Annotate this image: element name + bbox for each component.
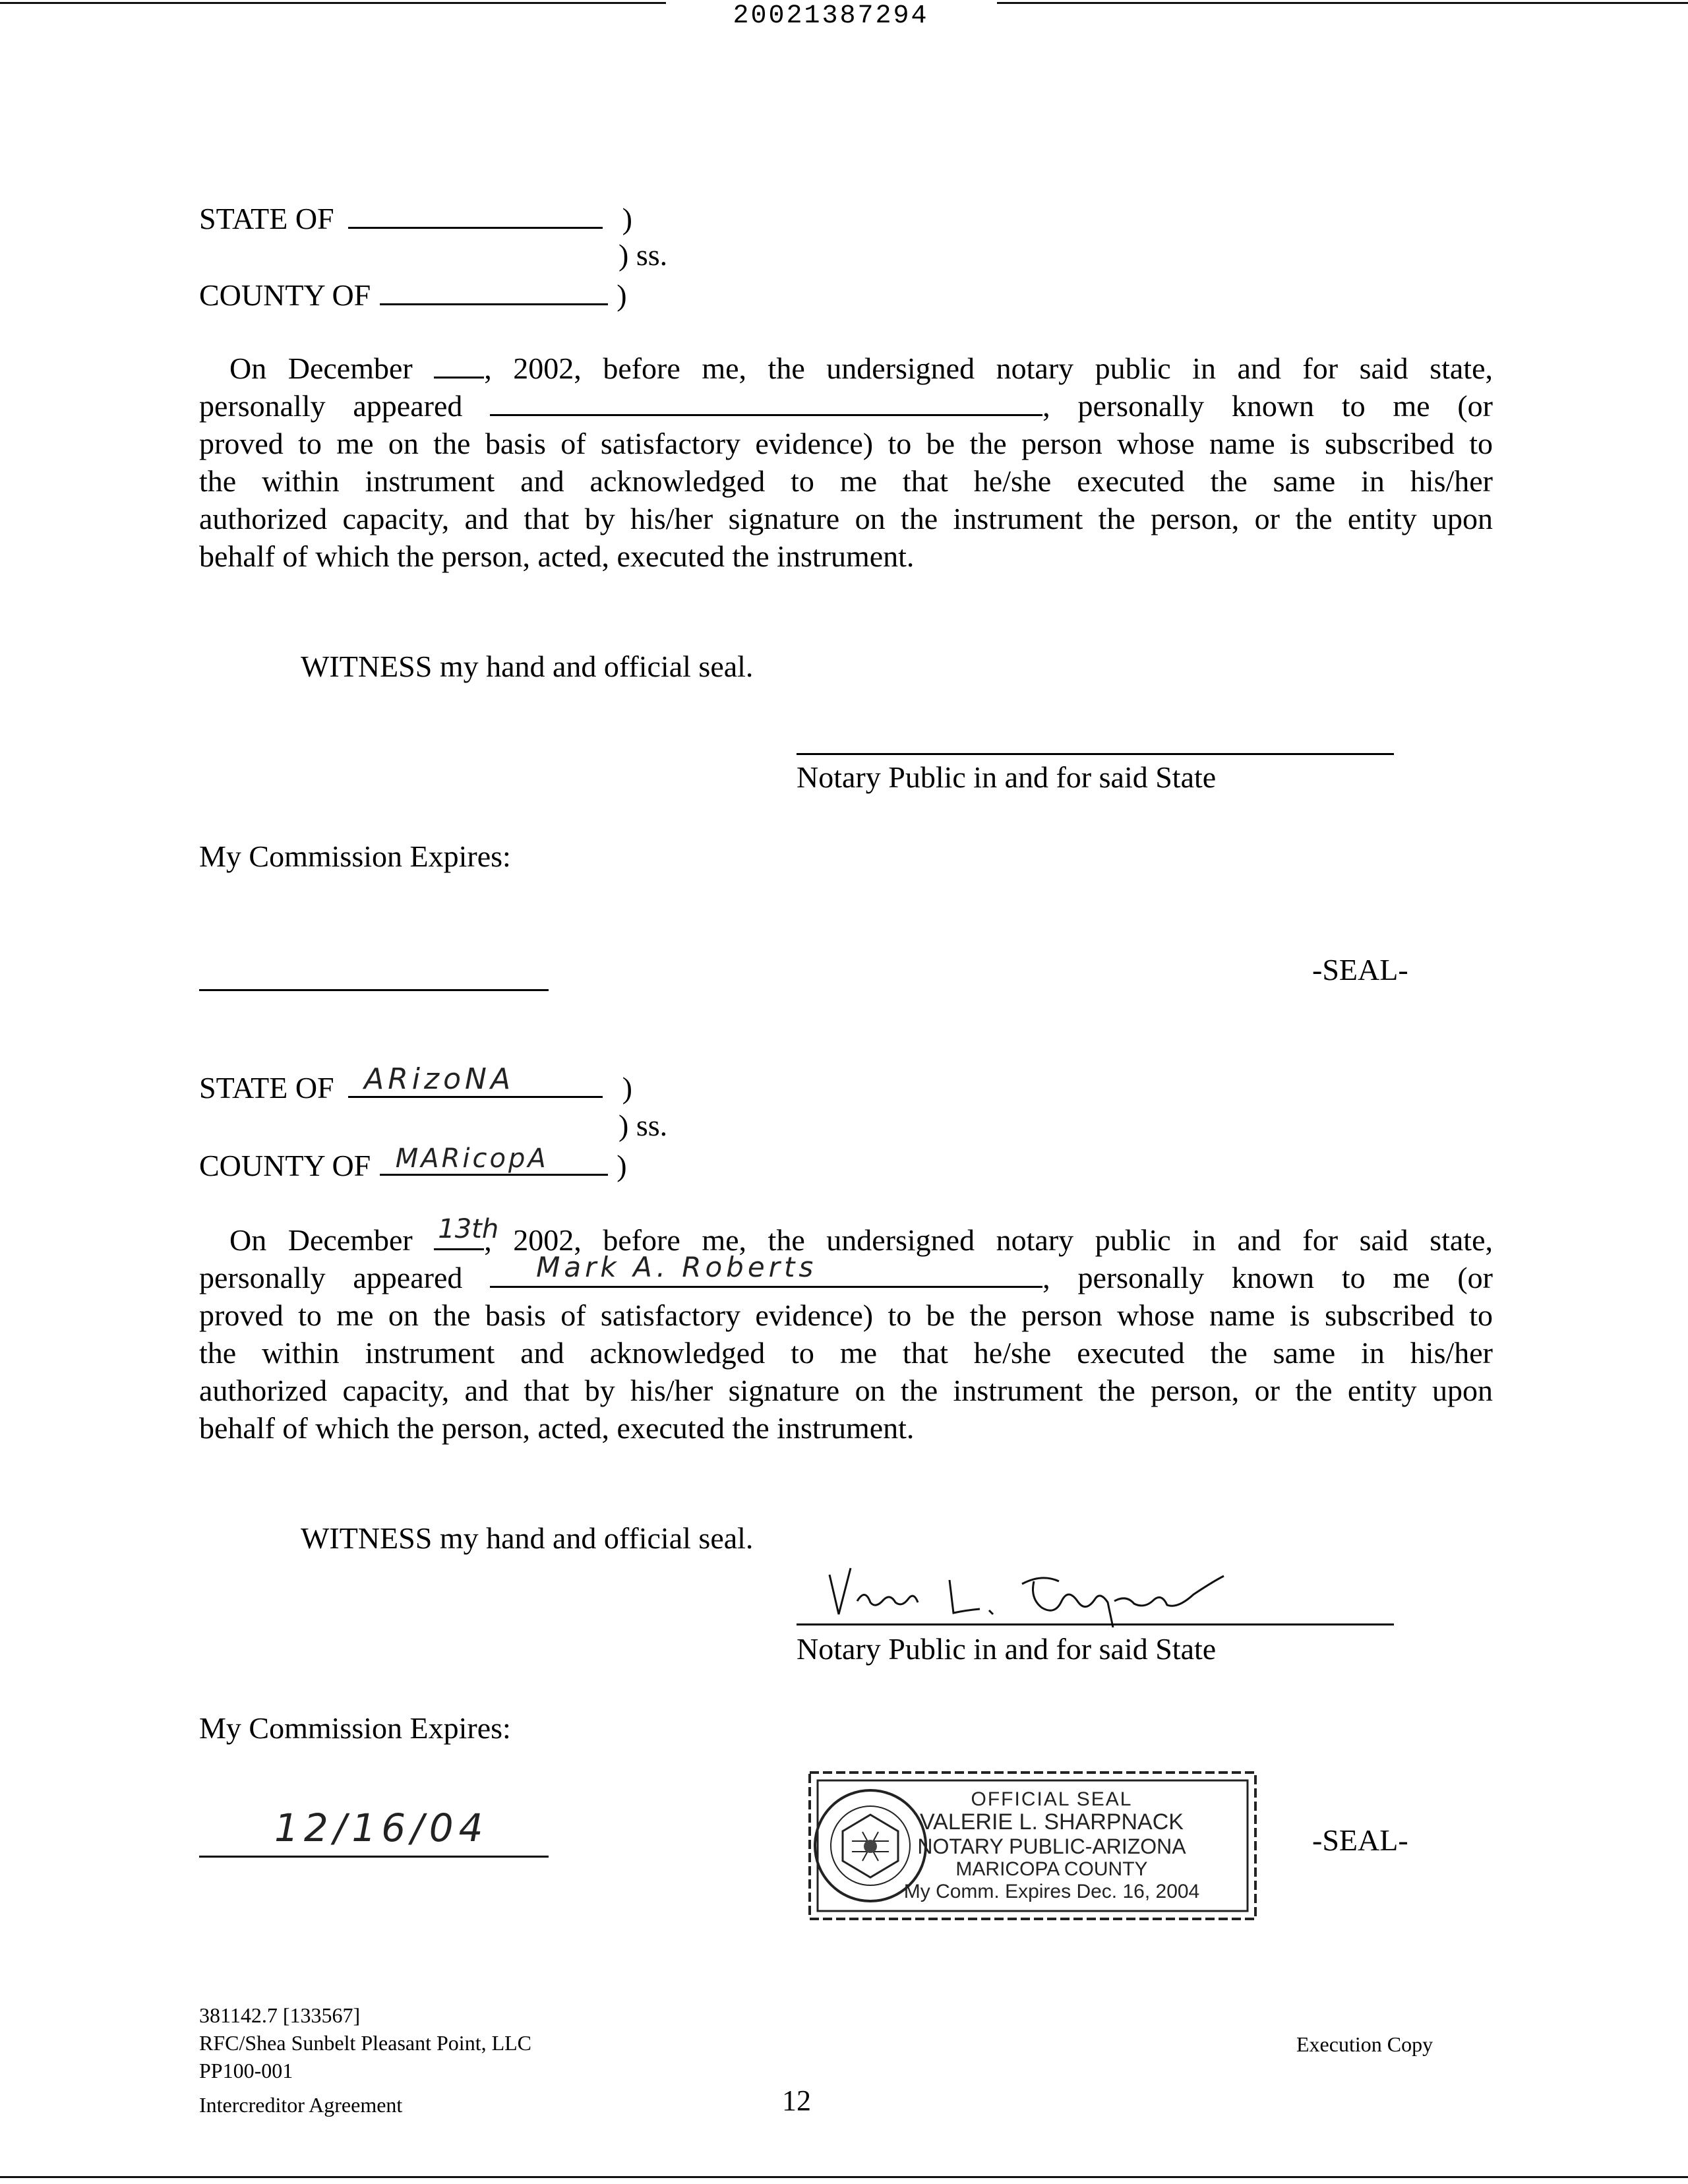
notary-caption: Notary Public in and for said State: [797, 1632, 1217, 1666]
commission-expiry-value: 12/16/04: [274, 1805, 489, 1850]
stamp-line-name: VALERIE L. SHARPNACK: [920, 1809, 1184, 1835]
para-text: On December: [229, 351, 413, 385]
para-text: , 2002, before me, the undersigned notary public in and for said state,: [484, 351, 1493, 385]
document-number: 20021387294: [733, 1, 929, 31]
notary-caption: Notary Public in and for said State: [797, 760, 1217, 794]
state-of-label: STATE OF: [199, 1071, 334, 1105]
stamp-line-expiry: My Comm. Expires Dec. 16, 2004: [903, 1881, 1200, 1902]
acknowledgment-paragraph-1: [199, 349, 1493, 575]
appeared-value: Mark A. Roberts: [536, 1251, 818, 1283]
stamp-line-official-seal: OFFICIAL SEAL: [971, 1788, 1133, 1810]
commission-label: My Commission Expires:: [199, 1711, 511, 1745]
footer-party: RFC/Shea Sunbelt Pleasant Point, LLC: [199, 2031, 532, 2055]
witness-text: WITNESS my hand and official seal.: [301, 1521, 754, 1555]
footer-agreement-name: Intercreditor Agreement: [199, 2093, 403, 2117]
county-of-blank: [380, 274, 608, 305]
seal-label: -SEAL-: [1312, 1823, 1408, 1857]
para-line: [199, 349, 1493, 387]
para-text: , 2002, before me, the undersigned notary public in and for said state,: [484, 1223, 1493, 1257]
day-blank: [434, 1214, 499, 1250]
para-text: On December: [229, 1223, 413, 1257]
state-of-paren: ): [622, 1071, 632, 1105]
appeared-blank: [490, 389, 1042, 416]
commission-label: My Commission Expires:: [199, 839, 511, 873]
para-line: the within instrument and acknowledged to me that he/she executed the same in his/her: [199, 1336, 1493, 1370]
footer-code: PP100-001: [199, 2059, 293, 2082]
county-of-row: [199, 1145, 627, 1183]
commission-expiry-line: [199, 989, 549, 991]
state-of-row: [199, 198, 632, 236]
para-line: the within instrument and acknowledged to me that he/she executed the same in his/her: [199, 464, 1493, 498]
stamp-line-notary: NOTARY PUBLIC-ARIZONA: [917, 1835, 1186, 1858]
page-number: 12: [782, 2084, 811, 2117]
ss-label: ) ss.: [618, 1108, 668, 1142]
para-text: personally appeared: [199, 389, 463, 423]
footer-rule: [0, 2176, 1688, 2178]
para-line: proved to me on the basis of satisfactory evidence) to be the person whose name is subscribed to: [199, 1298, 1493, 1332]
appeared-blank: [490, 1251, 1042, 1288]
para-text: , personally known to me (or: [1042, 389, 1493, 423]
day-value: 13th: [438, 1214, 499, 1244]
para-line: proved to me on the basis of satisfactory evidence) to be the person whose name is subscribed to: [199, 427, 1493, 460]
notary-signature-line: [797, 753, 1394, 755]
state-of-label: STATE OF: [199, 202, 334, 235]
para-line: authorized capacity, and that by his/her signature on the instrument the person, or the entity upon: [199, 1374, 1493, 1407]
county-of-blank: [380, 1145, 608, 1176]
para-line: authorized capacity, and that by his/her signature on the instrument the person, or the entity upon: [199, 502, 1493, 535]
header-rule-right: [997, 2, 1688, 4]
para-line: [199, 387, 1493, 425]
para-line: behalf of which the person, acted, executed the instrument.: [199, 1411, 915, 1445]
notary-signature: [824, 1562, 1233, 1627]
state-of-blank: [348, 198, 603, 229]
notary-signature-line: [797, 1623, 1394, 1625]
para-line: behalf of which the person, acted, executed the instrument.: [199, 539, 915, 573]
execution-copy-label: Execution Copy: [1296, 2032, 1433, 2056]
seal-label: -SEAL-: [1312, 953, 1408, 986]
stamp-line-county: MARICOPA COUNTY: [955, 1858, 1148, 1880]
state-of-value: ARizoNA: [364, 1062, 515, 1096]
para-line: [199, 1251, 1493, 1296]
ss-label: ) ss.: [618, 238, 668, 272]
para-line: [199, 1214, 1493, 1259]
para-text: personally appeared: [199, 1261, 463, 1294]
county-of-label: COUNTY OF: [199, 1149, 371, 1182]
commission-expiry-line: [199, 1856, 549, 1858]
state-of-paren: ): [622, 202, 632, 235]
county-of-row: [199, 274, 627, 313]
footer-doc-id: 381142.7 [133567]: [199, 2003, 361, 2027]
county-of-value: MARicopA: [395, 1143, 549, 1174]
para-text: , personally known to me (or: [1042, 1261, 1493, 1294]
witness-text: WITNESS my hand and official seal.: [301, 650, 754, 683]
acknowledgment-paragraph-2: [199, 1214, 1493, 1447]
county-of-paren: ): [617, 278, 627, 312]
state-of-row: [199, 1062, 632, 1105]
state-of-blank: [348, 1062, 603, 1098]
county-of-paren: ): [617, 1149, 627, 1182]
header-rule-left: [0, 2, 666, 4]
day-blank: [434, 351, 484, 379]
county-of-label: COUNTY OF: [199, 278, 371, 312]
